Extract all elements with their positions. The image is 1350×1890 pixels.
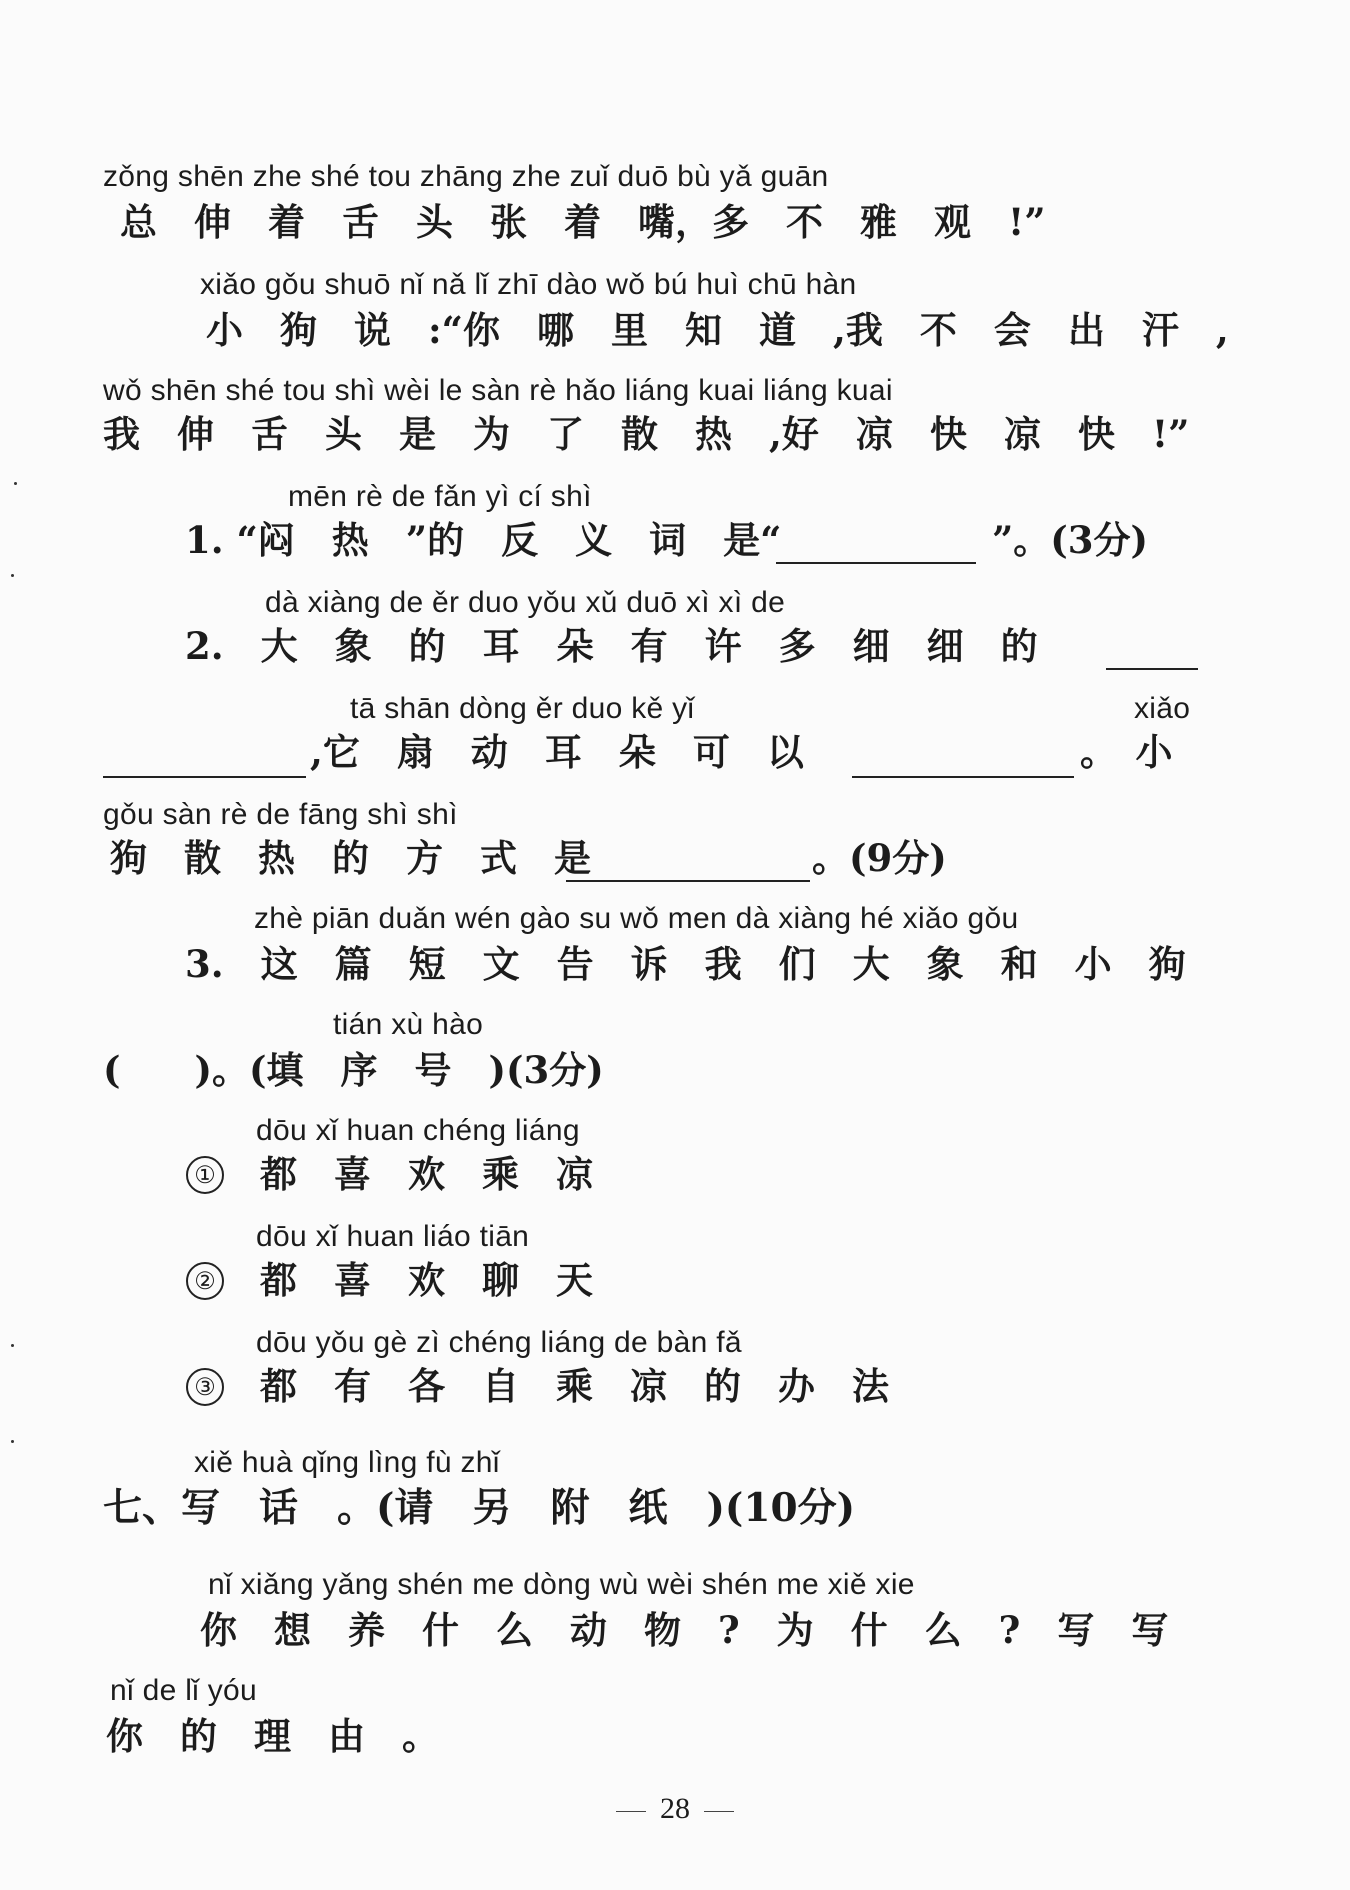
q1-pinyin: mēn rè de fǎn yì cí shì — [288, 480, 592, 513]
option1-text: 都 喜 欢 乘 凉 — [260, 1152, 593, 1196]
q2-blank-3[interactable] — [852, 776, 1074, 778]
q1-text: 1. “闷 热 ”的 反 义 词 是“ — [185, 518, 782, 562]
passage-line1-pinyin: zǒng shēn zhe shé tou zhāng zhe zuǐ duō bù yǎ guān — [103, 160, 829, 193]
page-number-dash-right — [704, 1811, 734, 1812]
section7-pinyin-line3: nǐ de lǐ yóu — [110, 1674, 258, 1707]
q2-tail: 。(9分) — [812, 836, 947, 880]
margin-speck — [11, 1440, 14, 1443]
q1-tail: ”。(3分) — [992, 518, 1149, 562]
q2-text-line3: 狗 散 热 的 方 式 是 — [110, 836, 591, 880]
q2-pinyin-line3: gǒu sàn rè de fāng shì shì — [103, 798, 458, 831]
section7-pinyin-line2: nǐ xiǎng yǎng shén me dòng wù wèi shén me xiě xie — [208, 1568, 915, 1601]
passage-line3-text: 我 伸 舌 头 是 为 了 散 热 ,好 凉 快 凉 快 !” — [103, 412, 1190, 456]
option1-number: ① — [186, 1156, 224, 1194]
q3-pinyin-line1: zhè piān duǎn wén gào su wǒ men dà xiàng hé xiǎo gǒu — [254, 902, 1019, 935]
margin-speck — [11, 1344, 14, 1347]
q2-pinyin-line1: dà xiàng de ěr duo yǒu xǔ duō xì xì de — [265, 586, 786, 619]
passage-line2-text: 小 狗 说 :“你 哪 里 知 道 ,我 不 会 出 汗 , — [206, 308, 1229, 352]
q3-pinyin-line2: tián xù hào — [333, 1008, 484, 1041]
section7-pinyin: xiě huà qǐng lìng fù zhǐ — [194, 1446, 500, 1479]
option3-number: ③ — [186, 1368, 224, 1406]
q2-blank-1[interactable] — [1106, 668, 1198, 670]
q3-text-line1: 3. 这 篇 短 文 告 诉 我 们 大 象 和 小 狗 — [185, 942, 1186, 986]
passage-line2-pinyin: xiǎo gǒu shuō nǐ nǎ lǐ zhī dào wǒ bú huì chū hàn — [200, 268, 857, 301]
option1-pinyin: dōu xǐ huan chéng liáng — [256, 1114, 580, 1147]
page-number-dash-left — [616, 1811, 646, 1812]
margin-speck — [14, 482, 17, 485]
option3-pinyin: dōu yǒu gè zì chéng liáng de bàn fǎ — [256, 1326, 742, 1359]
page-number-value: 28 — [660, 1792, 690, 1825]
q2-text-line1: 2. 大 象 的 耳 朵 有 许 多 细 细 的 — [185, 624, 1038, 668]
option2-number: ② — [186, 1262, 224, 1300]
option3-text: 都 有 各 自 乘 凉 的 办 法 — [260, 1364, 889, 1408]
margin-speck — [11, 574, 14, 577]
q2-pinyin-line2: tā shān dòng ěr duo kě yǐ — [350, 692, 695, 725]
section7-text-line2: 你 想 养 什 么 动 物 ? 为 什 么 ? 写 写 — [200, 1608, 1169, 1652]
q2-text-line2-end: 。 小 — [1080, 730, 1173, 774]
passage-line1-text: 总 伸 着 舌 头 张 着 嘴，多 不 雅 观 !” — [120, 200, 1046, 244]
q2-blank-2[interactable] — [103, 776, 306, 778]
q2-pinyin-line2-end: xiǎo — [1134, 692, 1191, 725]
q2-text-line2: ,它 扇 动 耳 朵 可 以 — [310, 730, 804, 774]
option2-text: 都 喜 欢 聊 天 — [260, 1258, 593, 1302]
q3-text-line2: ( )。(填 序 号 )(3分) — [103, 1048, 604, 1092]
passage-line3-pinyin: wǒ shēn shé tou shì wèi le sàn rè hǎo liáng kuai liáng kuai — [103, 374, 893, 407]
page-number — [0, 1792, 1350, 1826]
q2-blank-4[interactable] — [566, 880, 810, 882]
section7-title: 七、写 话 。(请 另 附 纸 )(10分) — [103, 1485, 856, 1531]
section7-text-line3: 你 的 理 由 。 — [106, 1714, 439, 1758]
q1-answer-blank[interactable] — [776, 562, 976, 564]
option2-pinyin: dōu xǐ huan liáo tiān — [256, 1220, 530, 1253]
